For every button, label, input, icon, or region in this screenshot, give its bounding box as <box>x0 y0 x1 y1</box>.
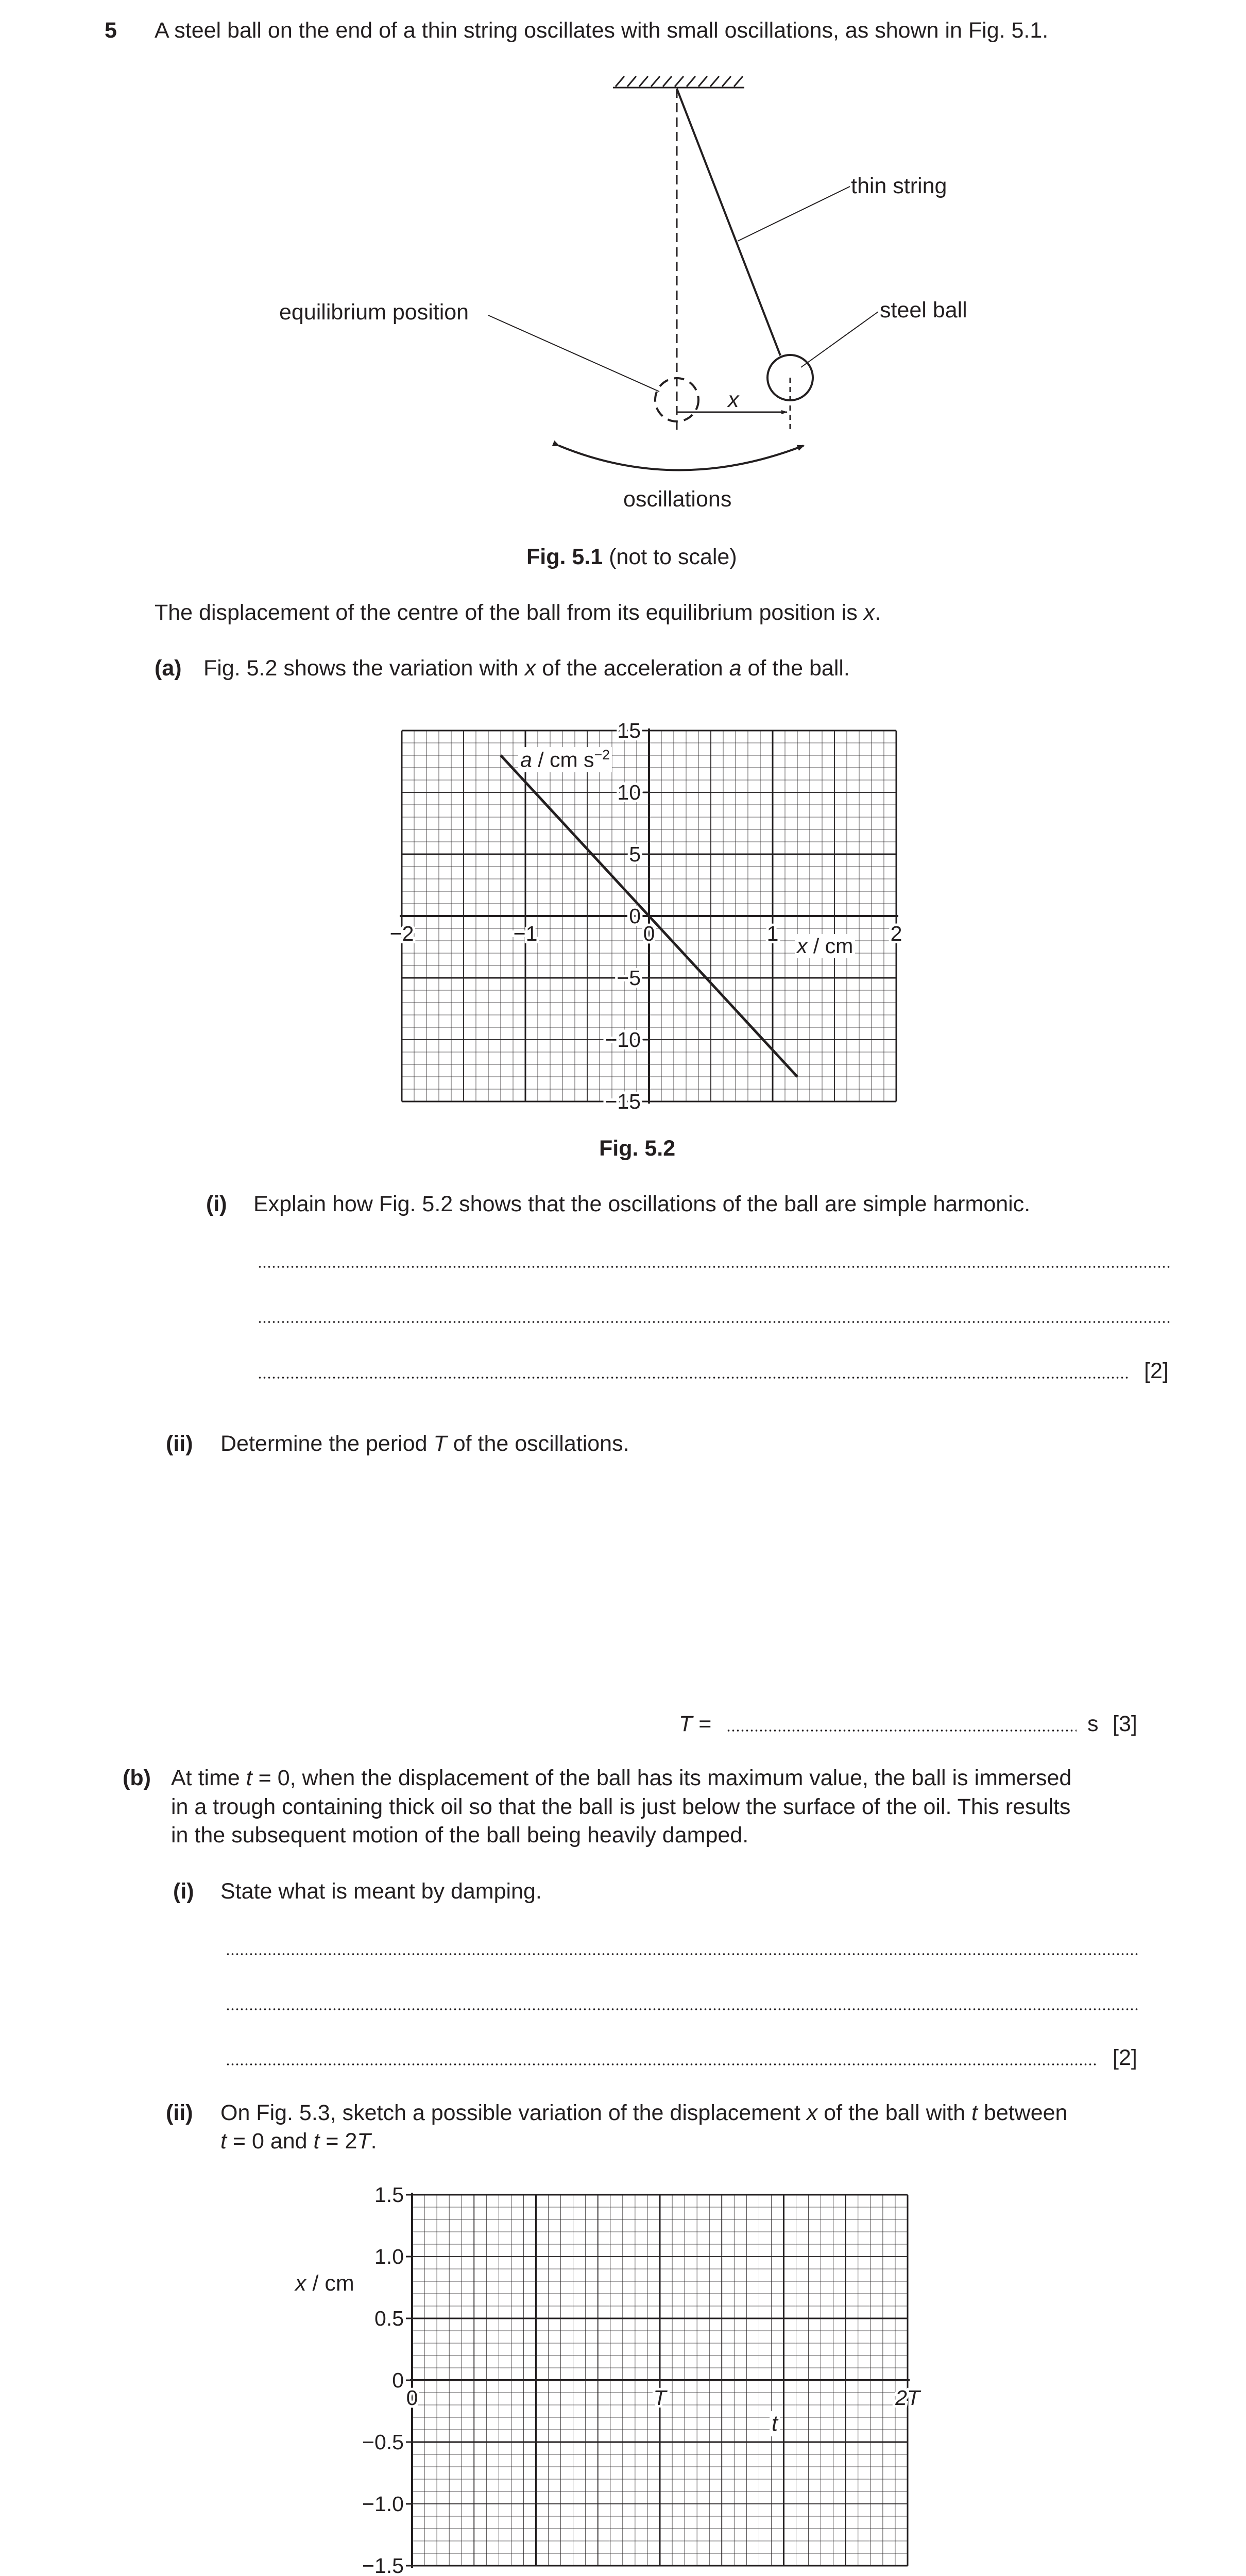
support-ceiling <box>613 76 744 88</box>
part-a-i-label: (i) <box>206 1192 227 1216</box>
answer-line[interactable] <box>258 1266 1170 1268</box>
label-equilibrium-position: equilibrium position <box>279 300 469 325</box>
y-tick-label: −15 <box>605 1090 641 1113</box>
leader-string <box>738 187 850 241</box>
y-tick-label: −1.0 <box>362 2492 404 2516</box>
part-b-i-text: State what is meant by damping. <box>220 1879 542 1904</box>
y-tick-label: 0.5 <box>374 2307 404 2330</box>
answer-T-label: T = <box>679 1711 712 1736</box>
label-thin-string: thin string <box>851 174 947 198</box>
answer-line[interactable] <box>226 2063 1096 2065</box>
fig-5-2-caption: Fig. 5.2 <box>599 1136 676 1161</box>
part-a-ii-text: Determine the period T of the oscillations. <box>220 1431 629 1456</box>
thin-string <box>677 89 780 355</box>
part-b-i-label: (i) <box>173 1879 194 1904</box>
x-tick-label: 2 <box>890 922 902 945</box>
x-tick-label: 1 <box>766 922 779 945</box>
part-a-ii-label: (ii) <box>166 1431 193 1456</box>
x-tick-label: −2 <box>389 922 414 945</box>
oscillations-arrow <box>559 446 804 470</box>
part-a-text: Fig. 5.2 shows the variation with x of the acceleration a of the ball. <box>203 656 850 681</box>
y-tick-label: −10 <box>605 1028 641 1052</box>
part-b-ii-label: (ii) <box>166 2100 193 2125</box>
part-b-ii-line2: t = 0 and t = 2T. <box>220 2129 377 2154</box>
leader-ball <box>801 312 878 367</box>
marks-a-i: [2] <box>1144 1359 1169 1383</box>
fig-5-2-chart <box>0 711 1246 1123</box>
x-tick-label: 2T <box>895 2386 920 2410</box>
fig-5-1-diagram <box>0 0 1246 515</box>
answer-T-line[interactable] <box>726 1730 1077 1732</box>
label-x: x <box>728 387 739 412</box>
answer-line[interactable] <box>226 2008 1138 2010</box>
part-a-label: (a) <box>155 656 182 681</box>
y-tick-label: −5 <box>617 966 641 990</box>
y-tick-label: 0 <box>392 2368 404 2392</box>
y-tick-label: 0 <box>629 904 641 928</box>
part-b-line3: in the subsequent motion of the ball being heavily damped. <box>171 1823 749 1848</box>
displacement-text: The displacement of the centre of the ball from its equilibrium position is x. <box>155 600 881 625</box>
leader-equilibrium <box>488 315 659 392</box>
answer-line[interactable] <box>258 1321 1170 1323</box>
y-tick-label: −0.5 <box>362 2430 404 2454</box>
label-steel-ball: steel ball <box>880 298 967 323</box>
y-tick-label: −1.5 <box>362 2554 404 2576</box>
x-tick-label: T <box>653 2386 667 2410</box>
answer-line[interactable] <box>226 1953 1138 1955</box>
x-tick-label: 0 <box>643 922 655 945</box>
fig-5-3-xlabel: t <box>770 2411 780 2436</box>
part-b-label: (b) <box>123 1766 151 1790</box>
y-tick-label: 15 <box>617 719 641 742</box>
x-tick-label: −1 <box>513 922 538 945</box>
y-tick-label: 1.0 <box>374 2245 404 2268</box>
y-tick-label: 10 <box>617 781 641 804</box>
answer-line[interactable] <box>258 1377 1128 1379</box>
fig-5-2-xlabel: x / cm <box>795 934 855 958</box>
marks-b-i: [2] <box>1113 2045 1137 2070</box>
y-tick-label: 1.5 <box>374 2183 404 2207</box>
fig-5-1-caption: Fig. 5.1 (not to scale) <box>526 545 737 569</box>
y-tick-label: 5 <box>629 842 641 866</box>
answer-T-unit: s <box>1087 1711 1099 1736</box>
label-oscillations: oscillations <box>623 487 732 512</box>
part-a-i-text: Explain how Fig. 5.2 shows that the oscillations of the ball are simple harmonic. <box>253 1192 1031 1216</box>
part-b-line2: in a trough containing thick oil so that the ball is just below the surface of the oil. This results <box>171 1794 1071 1819</box>
x-tick-label: 0 <box>406 2386 418 2410</box>
fig-5-3-chart[interactable] <box>0 2174 1246 2576</box>
fig-5-2-ylabel: a / cm $s^{-2}$ <box>518 747 612 772</box>
part-b-ii-line1: On Fig. 5.3, sketch a possible variation of the displacement x of the ball with t between <box>220 2100 1068 2125</box>
marks-a-ii: [3] <box>1113 1711 1137 1736</box>
fig-5-3-ylabel: x / cm <box>295 2271 354 2296</box>
question-number: 5 <box>105 18 117 43</box>
part-b-line1: At time t = 0, when the displacement of the ball has its maximum value, the ball is immersed <box>171 1766 1072 1790</box>
question-intro: A steel ball on the end of a thin string oscillates with small oscillations, as shown in Fig. 5.1. <box>155 18 1049 43</box>
